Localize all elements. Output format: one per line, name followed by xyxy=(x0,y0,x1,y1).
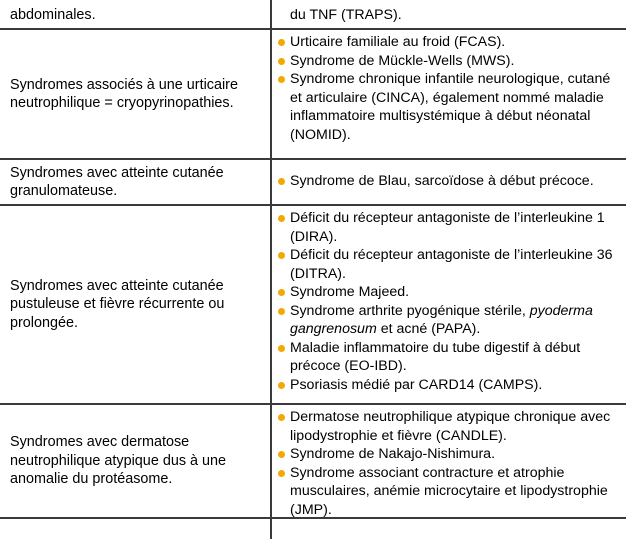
list-item: Syndrome de Mückle-Wells (MWS). xyxy=(278,52,620,71)
row-details xyxy=(272,405,626,517)
list-item: Déficit du récepteur antagoniste de l’interleukine 36 (DITRA). xyxy=(278,246,620,283)
row-category: Syndromes avec atteinte cutanée granulomateuse. xyxy=(10,164,224,199)
row-details xyxy=(272,0,626,28)
row-details xyxy=(272,206,626,403)
list-item: Syndrome de Nakajo-Nishimura. xyxy=(278,445,620,464)
list-item: Syndrome associant contracture et atrophie musculaires, anémie microcytaire et lipodystrophie (JMP). xyxy=(278,464,620,520)
table-row xyxy=(0,405,626,519)
list-item: Syndrome chronique infantile neurologique, cutané et articulaire (CINCA), également nommé maladie inflammatoire multisystémique à début néonatal (NOMID). xyxy=(278,70,620,144)
table-row xyxy=(0,519,626,539)
list-item: Syndrome arthrite pyogénique stérile, pyoderma gangrenosum et acné (PAPA). xyxy=(278,302,620,339)
list-item: Psoriasis médié par CARD14 (CAMPS). xyxy=(278,376,620,395)
list-item: Urticaire familiale au froid (FCAS). xyxy=(278,33,620,52)
list-item: Dermatose neutrophilique atypique chronique avec lipodystrophie et fièvre (CANDLE). xyxy=(278,408,620,445)
list-item: Déficit du récepteur antagoniste de l’interleukine 1 (DIRA). xyxy=(278,209,620,246)
row-category: Syndromes avec atteinte cutanée pustuleuse et fièvre récurrente ou prolongée. xyxy=(10,277,225,331)
row-category: Syndromes associés à une urticaire neutrophilique = cryopyrinopathies. xyxy=(10,76,238,111)
table-row xyxy=(0,0,626,30)
list-item: Syndrome Majeed. xyxy=(278,283,620,302)
italic-term: pyoderma gangrenosum xyxy=(290,302,593,337)
table-row xyxy=(0,206,626,405)
list-item: Syndrome de Blau, sarcoïdose à début précoce. xyxy=(278,172,594,191)
list-item: du TNF (TRAPS). xyxy=(290,6,402,23)
table-row xyxy=(0,30,626,160)
row-category: Syndromes avec dermatose neutrophilique atypique dus à une anomalie du protéasome. xyxy=(10,434,227,488)
row-category: abdominales. xyxy=(10,6,96,23)
row-details xyxy=(272,160,626,204)
table-row xyxy=(0,160,626,206)
list-item: Maladie inflammatoire du tube digestif à début précoce (EO-IBD). xyxy=(278,339,620,376)
row-details xyxy=(272,30,626,158)
